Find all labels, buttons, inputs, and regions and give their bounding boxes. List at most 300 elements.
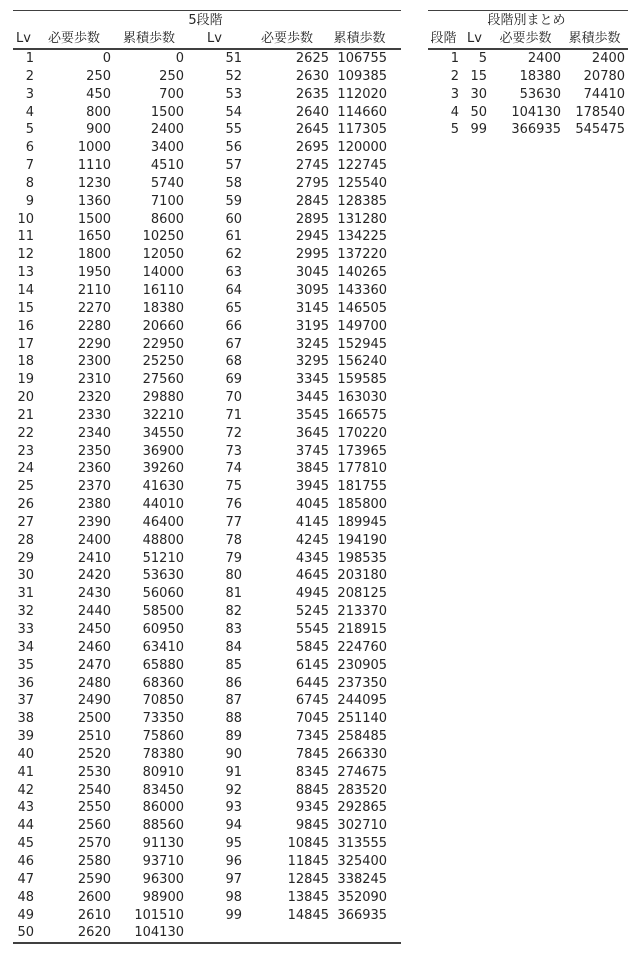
cell: 2600 [77, 889, 111, 905]
cell: 292865 [337, 800, 388, 816]
cell: 112020 [337, 86, 388, 102]
cell: 22 [17, 425, 34, 441]
cell: 7045 [295, 711, 329, 727]
cell: 74 [225, 461, 242, 477]
cell: 50 [17, 925, 34, 941]
table-title: 段階別まとめ [428, 11, 628, 31]
cell: 2310 [77, 372, 111, 388]
cell: 2390 [77, 514, 111, 530]
table-row [13, 371, 401, 389]
cell: 2400 [527, 51, 561, 66]
cell: 2610 [77, 907, 111, 923]
cell: 64 [225, 282, 242, 298]
cell: 2440 [77, 604, 111, 620]
cell: 20660 [142, 318, 184, 334]
cell: 194190 [337, 532, 388, 548]
cell: 140265 [337, 265, 388, 281]
cell: 31 [17, 586, 34, 602]
cell: 78 [225, 532, 242, 548]
cell: 10250 [142, 229, 184, 245]
cell: 96 [225, 853, 242, 869]
cell: 16 [17, 318, 34, 334]
cell: 2330 [77, 407, 111, 423]
cell: 34 [17, 639, 34, 655]
cell: 99 [470, 122, 487, 138]
table-row [428, 104, 628, 122]
cell [187, 924, 245, 943]
cell: 6 [25, 140, 34, 156]
cell: 302710 [337, 818, 388, 834]
cell: 4245 [295, 532, 329, 548]
column-header-lv: Lv [13, 30, 37, 49]
table-row [13, 139, 401, 157]
table-row [13, 246, 401, 264]
table-title-row [13, 11, 401, 31]
cell: 143360 [337, 282, 388, 298]
cell: 77 [225, 514, 242, 530]
cell: 185800 [337, 497, 388, 513]
table-row [13, 871, 401, 889]
cell: 97 [225, 871, 242, 887]
cell: 53630 [142, 568, 184, 584]
cell: 56060 [142, 586, 184, 602]
cell: 156240 [337, 354, 388, 370]
cell: 51210 [142, 550, 184, 566]
cell: 53 [225, 86, 242, 102]
cell: 56 [225, 140, 242, 156]
cell: 8 [25, 175, 34, 191]
cell: 51 [225, 51, 242, 66]
cell: 4045 [295, 497, 329, 513]
table-row [13, 336, 401, 354]
cell: 313555 [337, 836, 388, 852]
cell: 2510 [77, 729, 111, 745]
cell: 18380 [142, 300, 184, 316]
cell: 79 [225, 550, 242, 566]
cell: 98 [225, 889, 242, 905]
cell: 1360 [77, 193, 111, 209]
column-header-lv: Lv [462, 30, 490, 49]
cell: 283520 [337, 782, 388, 798]
cell: 73 [225, 443, 242, 459]
cell: 22950 [142, 336, 184, 352]
cell: 166575 [337, 407, 388, 423]
cell: 106755 [337, 51, 388, 66]
cell: 120000 [337, 140, 388, 156]
table-row [13, 603, 401, 621]
cell: 93710 [142, 853, 184, 869]
cell: 1650 [77, 229, 111, 245]
cell: 41 [17, 764, 34, 780]
cell: 84 [225, 639, 242, 655]
cell: 4145 [295, 514, 329, 530]
cell: 88560 [142, 818, 184, 834]
cell: 3245 [295, 336, 329, 352]
cell: 34550 [142, 425, 184, 441]
stage-summary-table [428, 10, 628, 139]
cell: 163030 [337, 390, 388, 406]
cell: 88 [225, 711, 242, 727]
cell: 181755 [337, 479, 388, 495]
cell: 32210 [142, 407, 184, 423]
cell: 3400 [150, 140, 184, 156]
column-header-required-steps: 必要歩数 [245, 30, 332, 49]
cell: 92 [225, 782, 242, 798]
cell: 1950 [77, 265, 111, 281]
cell: 30 [17, 568, 34, 584]
table-row [13, 585, 401, 603]
table-row [13, 228, 401, 246]
cell: 81 [225, 586, 242, 602]
cell: 800 [86, 104, 111, 120]
cell: 78380 [142, 746, 184, 762]
cell: 54 [225, 104, 242, 120]
cell: 50 [470, 104, 487, 120]
cell: 35 [17, 657, 34, 673]
cell: 16110 [142, 282, 184, 298]
cell: 30 [470, 86, 487, 102]
table-row [428, 68, 628, 86]
cell: 36900 [142, 443, 184, 459]
cell: 28 [17, 532, 34, 548]
cell: 149700 [337, 318, 388, 334]
table-row [13, 478, 401, 496]
cell: 60950 [142, 622, 184, 637]
cell: 38 [17, 711, 34, 727]
table-row [13, 764, 401, 782]
cell: 2360 [77, 461, 111, 477]
table-row [13, 407, 401, 425]
cell: 58 [225, 175, 242, 191]
cell: 63 [225, 265, 242, 281]
table-title: 5段階 [13, 11, 401, 31]
cell: 14 [17, 282, 34, 298]
table-row [13, 460, 401, 478]
cell: 109385 [337, 68, 388, 84]
cell: 65 [225, 300, 242, 316]
cell: 450 [86, 86, 111, 102]
cell: 5245 [295, 604, 329, 620]
cell: 189945 [337, 514, 388, 530]
table-row [13, 104, 401, 122]
cell: 2530 [77, 764, 111, 780]
cell: 2560 [77, 818, 111, 834]
cell: 13845 [287, 889, 329, 905]
cell: 2635 [295, 86, 329, 102]
cell: 9345 [295, 800, 329, 816]
cell: 213370 [337, 604, 388, 620]
cell: 146505 [337, 300, 388, 316]
cell: 2995 [295, 247, 329, 263]
cell: 2570 [77, 836, 111, 852]
cell: 3 [25, 86, 34, 102]
table-row [13, 300, 401, 318]
cell: 74410 [583, 86, 626, 102]
cell: 7100 [150, 193, 184, 209]
table-row [13, 692, 401, 710]
cell: 250 [159, 68, 184, 84]
cell: 45 [17, 836, 34, 852]
cell: 65880 [142, 657, 184, 673]
cell: 44 [17, 818, 34, 834]
cell: 27 [17, 514, 34, 530]
column-header-lv: Lv [187, 30, 245, 49]
cell: 3045 [295, 265, 329, 281]
cell: 104130 [511, 104, 561, 120]
table-row [13, 907, 401, 925]
cell: 69 [225, 372, 242, 388]
cell: 2645 [295, 122, 329, 138]
cell: 33 [17, 622, 34, 637]
cell: 14845 [287, 907, 329, 923]
cell: 3345 [295, 372, 329, 388]
cell: 2590 [77, 871, 111, 887]
cell: 2620 [77, 925, 111, 941]
level-steps-table-body [13, 49, 401, 943]
table-row [13, 567, 401, 585]
cell: 93 [225, 800, 242, 816]
table-row [13, 782, 401, 800]
cell: 274675 [337, 764, 388, 780]
cell: 37 [17, 693, 34, 709]
cell: 39 [17, 729, 34, 745]
cell: 99 [225, 907, 242, 923]
cell: 20780 [583, 68, 626, 84]
cell: 83 [225, 622, 242, 637]
cell: 2640 [295, 104, 329, 120]
cell: 25 [17, 479, 34, 495]
table-row [13, 443, 401, 461]
cell: 0 [175, 51, 184, 66]
cell: 5740 [150, 175, 184, 191]
cell: 32 [17, 604, 34, 620]
cell: 1500 [150, 104, 184, 120]
table-row [428, 49, 628, 68]
cell: 2270 [77, 300, 111, 316]
cell: 1500 [77, 211, 111, 227]
cell: 2630 [295, 68, 329, 84]
table-title-row [428, 11, 628, 31]
table-row [13, 157, 401, 175]
cell: 3 [450, 86, 459, 102]
cell: 14000 [142, 265, 184, 281]
cell: 131280 [337, 211, 388, 227]
cell: 89 [225, 729, 242, 745]
cell: 68 [225, 354, 242, 370]
cell: 900 [86, 122, 111, 138]
table-row [13, 728, 401, 746]
table-row [13, 621, 401, 639]
cell: 23 [17, 443, 34, 459]
cell: 251140 [337, 711, 388, 727]
cell: 8600 [150, 211, 184, 227]
cell: 3445 [295, 390, 329, 406]
cell: 96300 [142, 871, 184, 887]
cell: 5 [450, 122, 459, 138]
cell: 83450 [142, 782, 184, 798]
table-row [13, 799, 401, 817]
cell: 104130 [134, 925, 184, 941]
cell: 2845 [295, 193, 329, 209]
cell: 2550 [77, 800, 111, 816]
cell: 2 [25, 68, 34, 84]
cell: 91 [225, 764, 242, 780]
cell: 2430 [77, 586, 111, 602]
cell: 76 [225, 497, 242, 513]
cell: 42 [17, 782, 34, 798]
table-row [13, 514, 401, 532]
cell [332, 924, 401, 943]
cell: 230905 [337, 657, 388, 673]
column-header-stage: 段階 [428, 30, 462, 49]
cell: 3295 [295, 354, 329, 370]
cell: 24 [17, 461, 34, 477]
cell: 2410 [77, 550, 111, 566]
cell: 29880 [142, 390, 184, 406]
cell: 17 [17, 336, 34, 352]
cell: 12050 [142, 247, 184, 263]
cell: 4645 [295, 568, 329, 584]
cell: 1 [25, 51, 34, 66]
cell: 46 [17, 853, 34, 869]
cell: 2795 [295, 175, 329, 191]
table-row [13, 710, 401, 728]
cell: 2895 [295, 211, 329, 227]
cell: 19 [17, 372, 34, 388]
cell: 134225 [337, 229, 388, 245]
cell: 218915 [337, 622, 388, 637]
table-row [13, 425, 401, 443]
cell: 18 [17, 354, 34, 370]
cell: 2110 [77, 282, 111, 298]
table-row [13, 49, 401, 68]
cell: 82 [225, 604, 242, 620]
cell: 4945 [295, 586, 329, 602]
cell: 39260 [142, 461, 184, 477]
cell: 1110 [77, 158, 111, 174]
cell: 159585 [337, 372, 388, 388]
stage-summary-table-body [428, 49, 628, 139]
cell: 128385 [337, 193, 388, 209]
cell: 21 [17, 407, 34, 423]
cell: 203180 [337, 568, 388, 584]
cell: 250 [86, 68, 111, 84]
cell: 3845 [295, 461, 329, 477]
cell: 55 [225, 122, 242, 138]
cell: 49 [17, 907, 34, 923]
cell: 137220 [337, 247, 388, 263]
table-row [13, 211, 401, 229]
cell: 2350 [77, 443, 111, 459]
cell: 2490 [77, 693, 111, 709]
cell: 46400 [142, 514, 184, 530]
cell: 48 [17, 889, 34, 905]
level-steps-table [13, 10, 401, 944]
cell: 2460 [77, 639, 111, 655]
cell: 3545 [295, 407, 329, 423]
cell: 13 [17, 265, 34, 281]
cell: 85 [225, 657, 242, 673]
cell: 75860 [142, 729, 184, 745]
cell: 0 [102, 51, 111, 66]
table-row [13, 193, 401, 211]
cell: 700 [159, 86, 184, 102]
cell: 7845 [295, 746, 329, 762]
cell: 198535 [337, 550, 388, 566]
cell: 4 [25, 104, 34, 120]
cell: 122745 [337, 158, 388, 174]
cell: 2400 [150, 122, 184, 138]
cell: 352090 [337, 889, 388, 905]
cell: 7345 [295, 729, 329, 745]
cell: 70 [225, 390, 242, 406]
table-row [13, 924, 401, 943]
cell: 87 [225, 693, 242, 709]
cell: 52 [225, 68, 242, 84]
cell: 2480 [77, 675, 111, 691]
table-row [13, 817, 401, 835]
cell: 8845 [295, 782, 329, 798]
cell: 58500 [142, 604, 184, 620]
cell: 178540 [575, 104, 626, 120]
cell: 173965 [337, 443, 388, 459]
cell: 114660 [337, 104, 388, 120]
cell: 2450 [77, 622, 111, 637]
cell: 15 [17, 300, 34, 316]
cell: 4345 [295, 550, 329, 566]
table-row [13, 639, 401, 657]
table-row [13, 175, 401, 193]
cell: 1000 [77, 140, 111, 156]
cell: 43 [17, 800, 34, 816]
cell: 9 [25, 193, 34, 209]
column-header-cumulative-steps: 累積歩数 [332, 30, 401, 49]
cell: 2380 [77, 497, 111, 513]
cell: 2520 [77, 746, 111, 762]
cell: 258485 [337, 729, 388, 745]
cell: 9845 [295, 818, 329, 834]
table-row [13, 264, 401, 282]
cell: 18380 [519, 68, 561, 84]
cell: 3645 [295, 425, 329, 441]
cell: 47 [17, 871, 34, 887]
cell: 4510 [150, 158, 184, 174]
cell: 266330 [337, 746, 388, 762]
cell: 545475 [575, 122, 626, 138]
cell: 53630 [519, 86, 561, 102]
table-header-row [13, 30, 401, 49]
cell: 366935 [511, 122, 561, 138]
cell: 11845 [287, 853, 329, 869]
table-row [428, 86, 628, 104]
table-row [13, 889, 401, 907]
table-header-row [428, 30, 628, 49]
cell: 208125 [337, 586, 388, 602]
cell: 152945 [337, 336, 388, 352]
cell: 71 [225, 407, 242, 423]
table-row [13, 657, 401, 675]
cell: 67 [225, 336, 242, 352]
cell: 2580 [77, 853, 111, 869]
cell: 8345 [295, 764, 329, 780]
table-row [13, 121, 401, 139]
cell: 170220 [337, 425, 388, 441]
cell: 12845 [287, 871, 329, 887]
cell: 244095 [337, 693, 388, 709]
cell: 41630 [142, 479, 184, 495]
cell: 48800 [142, 532, 184, 548]
cell: 1230 [77, 175, 111, 191]
